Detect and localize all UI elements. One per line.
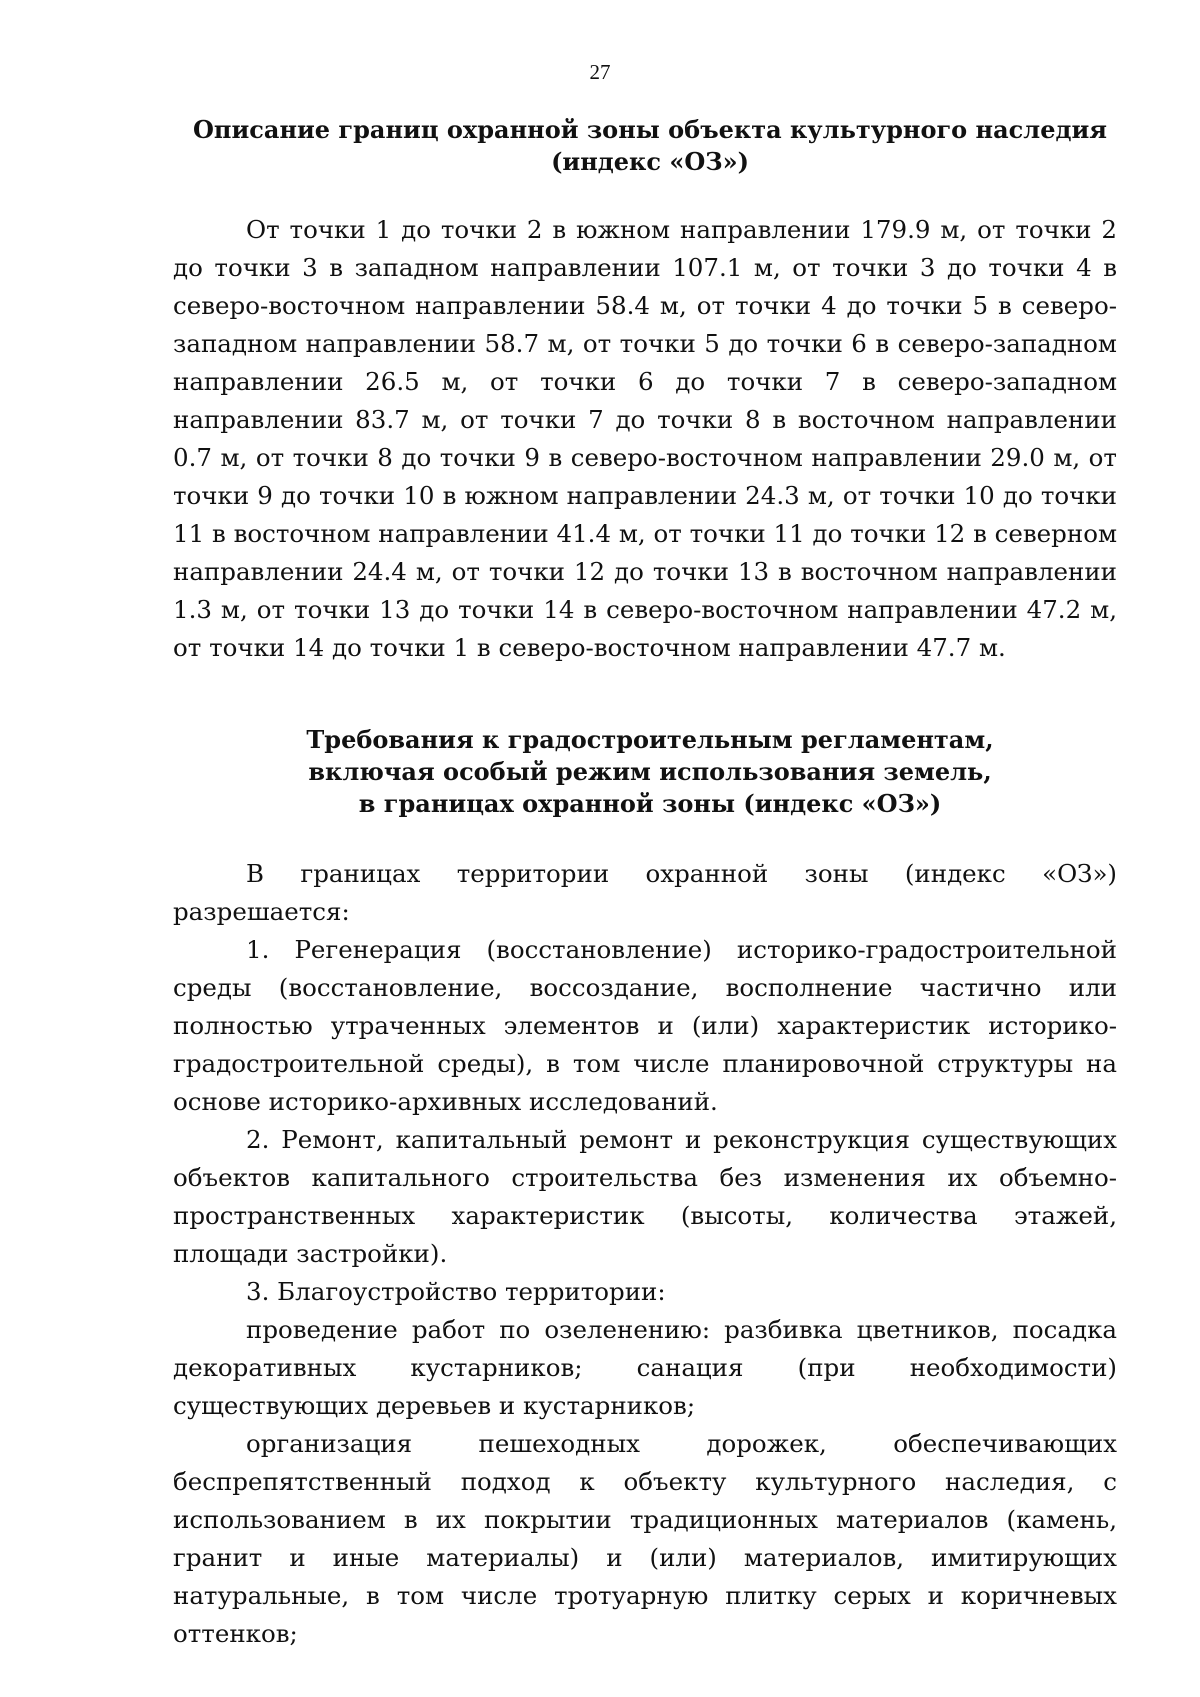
heading-line: Требования к градостроительным регламентам,: [306, 725, 994, 754]
boundary-description-text: [173, 211, 1117, 667]
boundary-description-heading: [173, 114, 1127, 178]
requirements-heading: [173, 724, 1127, 820]
paragraph-intro: В границах территории охранной зоны (индекс «ОЗ») разрешается:: [173, 859, 1117, 926]
heading-line: (индекс «ОЗ»): [551, 147, 749, 176]
paragraph-item-2: 2. Ремонт, капитальный ремонт и реконструкция существующих объектов капитального строительства без изменения их объемно-пространственных характеристик (высоты, количества этажей, площади застройки).: [173, 1125, 1117, 1268]
page-number: 27: [589, 60, 611, 84]
paragraph-item-3: 3. Благоустройство территории:: [246, 1277, 666, 1306]
paragraph-landscaping: проведение работ по озеленению: разбивка цветников, посадка декоративных кустарников; санация (при необходимости) существующих деревьев и кустарников;: [173, 1315, 1117, 1420]
paragraph-pathways: организация пешеходных дорожек, обеспечивающих беспрепятственный подход к объекту культурного наследия, с использованием в их покрытии традиционных материалов (камень, гранит и иные материалы) и (или) материалов, имитирующих натуральные, в том числе тротуарную плитку серых и коричневых оттенков;: [173, 1429, 1117, 1648]
requirements-text: [173, 855, 1117, 1653]
paragraph-item-1: 1. Регенерация (восстановление) историко-градостроительной среды (восстановление, воссоздание, восполнение частично или полностью утраченных элементов и (или) характеристик историко-градостроительной среды), в том числе планировочной структуры на основе историко-архивных исследований.: [173, 935, 1117, 1116]
heading-line: включая особый режим использования земель,: [308, 757, 992, 786]
heading-line: Описание границ охранной зоны объекта культурного наследия: [193, 115, 1107, 144]
heading-line: в границах охранной зоны (индекс «ОЗ»): [358, 789, 942, 818]
paragraph: От точки 1 до точки 2 в южном направлении 179.9 м, от точки 2 до точки 3 в западном направлении 107.1 м, от точки 3 до точки 4 в северо-восточном направлении 58.4 м, от точки 4 до точки 5 в северо-западном направлении 58.7 м, от точки 5 до точки 6 в северо-западном направлении 26.5 м, от точки 6 до точки 7 в северо-западном направлении 83.7 м, от точки 7 до точки 8 в восточном направлении 0.7 м, от точки 8 до точки 9 в северо-восточном направлении 29.0 м, от точки 9 до точки 10 в южном направлении 24.3 м, от точки 10 до точки 11 в восточном направлении 41.4 м, от точки 11 до точки 12 в северном направлении 24.4 м, от точки 12 до точки 13 в восточном направлении 1.3 м, от точки 13 до точки 14 в северо-восточном направлении 47.2 м, от точки 14 до точки 1 в северо-восточном направлении 47.7 м.: [173, 215, 1117, 662]
